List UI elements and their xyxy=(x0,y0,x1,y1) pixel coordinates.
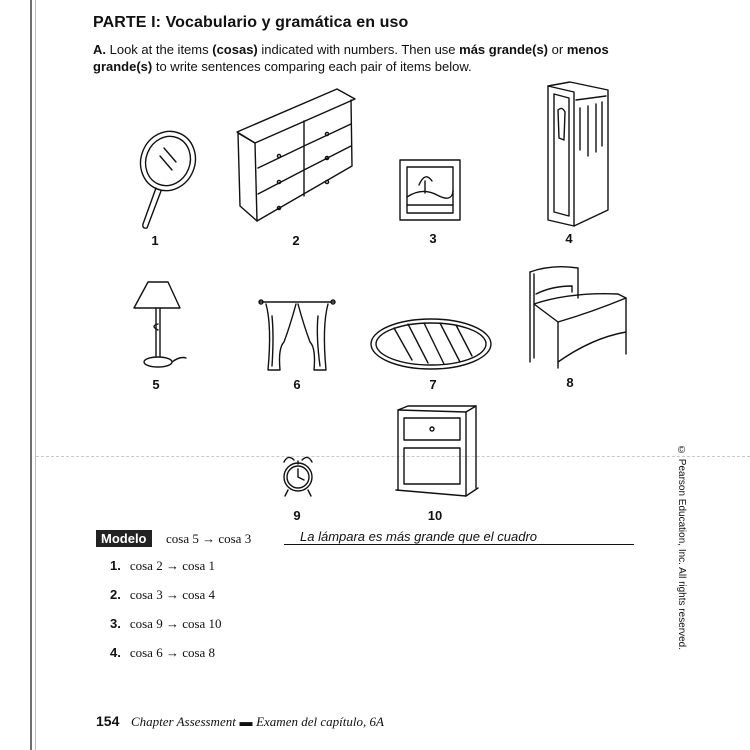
alarm-clock-icon xyxy=(278,450,318,500)
item-number-10: 10 xyxy=(427,508,443,523)
item-number-8: 8 xyxy=(566,375,574,390)
closet-icon xyxy=(540,80,612,228)
dresser-icon xyxy=(234,86,359,226)
item-number-1: 1 xyxy=(151,233,159,248)
page-binding-edge-inner xyxy=(35,0,36,750)
curtains-icon xyxy=(258,296,336,374)
page-binding-edge xyxy=(30,0,32,750)
picture-frame-icon xyxy=(397,157,463,223)
lamp-icon xyxy=(128,278,194,370)
exercise-4: 4. cosa 6 → cosa 8 xyxy=(110,645,216,660)
item-number-5: 5 xyxy=(152,377,160,392)
copyright-notice: © Pearson Education, Inc. All rights reserved. xyxy=(676,445,687,650)
footer-exam: Examen del capítulo, 6A xyxy=(256,714,384,729)
scan-fold-line xyxy=(36,456,750,457)
item-number-9: 9 xyxy=(293,508,301,523)
item-number-7: 7 xyxy=(429,377,437,392)
item-number-3: 3 xyxy=(429,231,437,246)
item-number-2: 2 xyxy=(292,233,300,248)
page-footer xyxy=(96,713,384,730)
item-number-4: 4 xyxy=(565,231,573,246)
instructions: A. Look at the items (cosas) indicated with numbers. Then use más grande(s) or menos grande(s) to write sentences comparing each pair of items below. xyxy=(93,42,609,74)
nightstand-icon xyxy=(394,404,480,498)
exercise-2: 2. cosa 3 → cosa 4 xyxy=(110,587,216,602)
rug-icon xyxy=(368,316,494,372)
exercise-3: 3. cosa 9 → cosa 10 xyxy=(110,616,222,631)
modelo-label: Modelo xyxy=(96,530,152,547)
modelo-answer: La lámpara es más grande que el cuadro xyxy=(284,529,634,545)
mirror-icon xyxy=(128,128,198,233)
bed-icon xyxy=(522,262,632,372)
section-letter: A. xyxy=(93,42,106,57)
exercise-1: 1. cosa 2 → cosa 1 xyxy=(110,558,216,573)
footer-chapter: Chapter Assessment xyxy=(130,714,236,729)
modelo-prompt: cosa 5 → cosa 3 xyxy=(166,531,252,546)
section-title: PARTE I: Vocabulario y gramática en uso xyxy=(93,14,409,31)
footer-separator: ▬ xyxy=(239,714,253,729)
item-number-6: 6 xyxy=(293,377,301,392)
page-number: 154 xyxy=(96,713,120,729)
